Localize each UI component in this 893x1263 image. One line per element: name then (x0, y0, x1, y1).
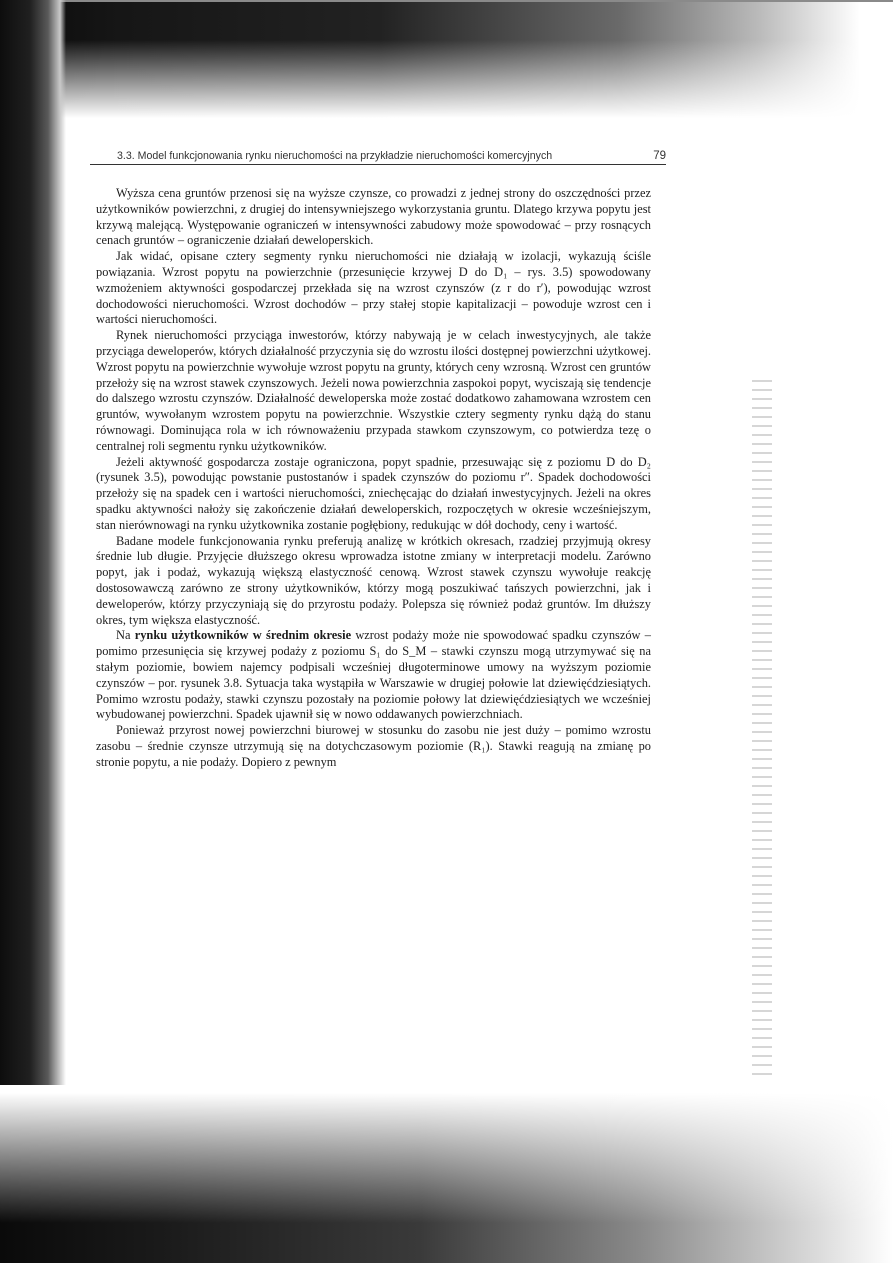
page-number: 79 (653, 150, 666, 162)
book-page (90, 150, 666, 770)
scan-noise-right (752, 380, 772, 1080)
paragraph-6-lead: Na (116, 628, 135, 643)
section-title: 3.3. Model funkcjonowania rynku nieruchomości na przykładzie nieruchomości komercyjnych (117, 150, 553, 162)
paragraph-6 (96, 628, 651, 723)
scan-shadow-bottom (0, 1085, 893, 1263)
running-header (90, 150, 666, 165)
paragraph-4: Jeżeli aktywność gospodarcza zostaje ograniczona, popyt spadnie, przesuwając się z poziomu D do D₂ (rysunek 3.5), powodując powstanie pustostanów i spadek czynszów do poziomu r″. Spadek dochodowości przełoży się na spadek cen i wartości nieruchomości, zniechęcając do działań inwestycyjnych. Jeżeli na okres spadku aktywności nałoży się zakończenie działań deweloperskich, rozpoczętych w okresie wcześniejszym, stan nierównowagi na rynku użytkownika zostanie pogłębiony, redukując w dół dochody, ceny i wartość. (96, 454, 651, 532)
scan-edge-top (0, 0, 893, 2)
scan-shadow-top (0, 0, 893, 130)
paragraph-2: Jak widać, opisane cztery segmenty rynku nieruchomości nie działają w izolacji, wykazują ściśle powiązania. Wzrost popytu na powierzchnie (przesunięcie krzywej D do D₁ – rys. 3.5) spowodowany wzmożeniem aktywności gospodarczej przekłada się na wzrost czynszów (z r do r′), powodując wzrost dochodowości nieruchomości. Wzrost dochodów – przy stałej stopie kapitalizacji – powoduje wzrost cen i wartości nieruchomości. (96, 249, 651, 327)
scan-shadow-left (0, 0, 66, 1263)
paragraph-1: Wyższa cena gruntów przenosi się na wyższe czynsze, co prowadzi z jednej strony do oszczędności przez użytkowników powierzchni, z drugiej do intensywniejszego wykorzystania gruntu. Dlatego krzywa popytu jest krzywą malejącą. Występowanie ograniczeń w intensywności zabudowy może spowodować – przy rosnących cenach gruntów – ograniczenie działań deweloperskich. (96, 186, 651, 248)
paragraph-7: Ponieważ przyrost nowej powierzchni biurowej w stosunku do zasobu nie jest duży – pomimo wzrostu zasobu – średnie czynsze utrzymują się na dotychczasowym poziomie (R₁). Stawki reagują na zmianę po stronie popytu, a nie podaży. Dopiero z pewnym (96, 723, 651, 769)
body-text (96, 186, 651, 770)
paragraph-6-bold-term: rynku użytkowników w średnim okresie (134, 628, 352, 643)
paragraph-6-rest: wzrost podaży może nie spowodować spadku czynszów – pomimo przesunięcia się krzywej podaży z poziomu S₁ do S_M – stawki czynszu mogą utrzymywać się na stałym poziomie, bowiem najemcy podpisali wcześniej długoterminowe umowy na wyższym poziomie czynszów – por. rysunek 3.8. Sytuacja taka wystąpiła w Warszawie w drugiej połowie lat dziewięćdziesiątych. Pomimo wzrostu podaży, stawki czynszu pozostały na poziomie połowy lat dziewięćdziesiątych we wcześniej wybudowanej powierzchni. Spadek ujawnił się w nowo oddawanych powierzchniach. (96, 628, 651, 722)
paragraph-5: Badane modele funkcjonowania rynku preferują analizę w krótkich okresach, rzadziej przyjmują okresy średnie lub długie. Przyjęcie dłuższego okresu wprowadza istotne zmiany w interpretacji modelu. Zarówno popyt, jak i podaż, wykazują większą elastyczność cenową. Wzrost stawek czynszu wywołuje reakcję dostosowawczą zarówno ze strony użytkowników, którzy mogą poszukiwać tańszych powierzchni, jak i deweloperów, którzy przyczyniają się do przyrostu podaży. Polepsza się również podaż gruntów. Im dłuższy okres, tym większa elastyczność. (96, 533, 651, 627)
paragraph-3: Rynek nieruchomości przyciąga inwestorów, którzy nabywają je w celach inwestycyjnych, ale także przyciąga deweloperów, których działalność przyczynia się do wzrostu ilości dostępnej powierzchni użytkowej. Wzrost popytu na powierzchnie wywołuje wzrost popytu na grunty, których ceny wzrosną. Wzrost cen gruntów przełoży się na wzrost stawek czynszowych. Jeżeli nowa powierzchnia zaspokoi popyt, wyciszają się tendencje do dalszego wzrostu czynszów. Działalność deweloperska może zostać dodatkowo zahamowana wzrostem cen gruntów, wywołanym wzrostem popytu na powierzchnie. Wszystkie cztery segmenty rynku dążą do stanu równowagi. Dominująca rola w ich równoważeniu przypada stawkom czynszowym, co potwierdza tezę o centralnej roli segmentu rynku użytkowników. (96, 328, 651, 453)
